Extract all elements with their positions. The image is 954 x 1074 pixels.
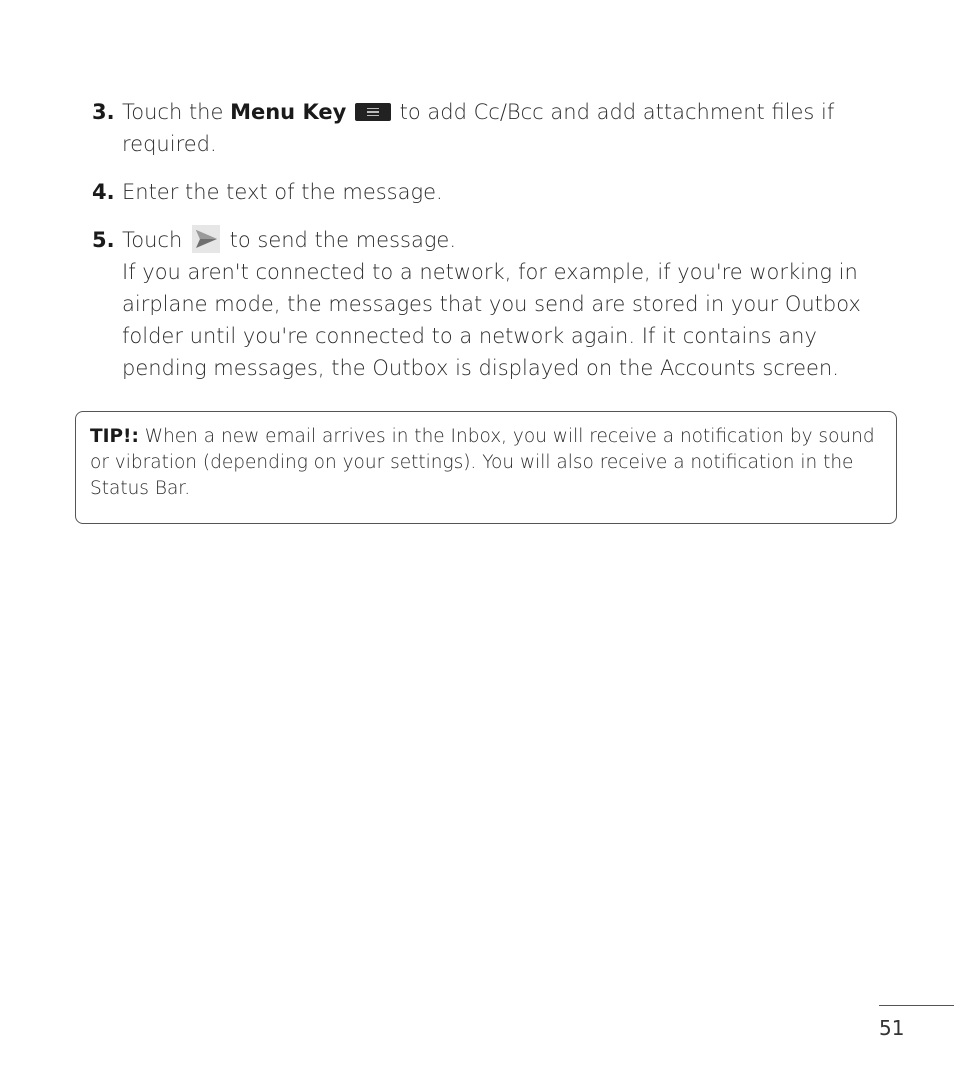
menu-key-term: Menu Key	[230, 100, 347, 124]
step-number: 5.	[92, 228, 115, 252]
send-icon	[192, 225, 220, 253]
step-text: Touch the	[122, 100, 231, 124]
step-detail: If you aren't connected to a network, for example, if you're working in airplane mode, the messages that you send are stored in your Outbox folder until you're connected to a network again. If it contains any pending messages, the Outbox is displayed on the Accounts screen.	[122, 260, 861, 380]
footer-divider	[879, 1005, 954, 1006]
step-text: Touch	[122, 228, 189, 252]
step-text: to send the message.	[222, 228, 457, 252]
step-text: Enter the text of the message.	[122, 180, 443, 204]
menu-key-icon	[355, 103, 391, 121]
step-3	[92, 96, 902, 160]
tip-box	[75, 411, 897, 524]
page-number: 51	[879, 1016, 905, 1040]
tip-label: TIP!:	[90, 426, 139, 447]
step-number: 4.	[92, 180, 115, 204]
step-4	[92, 176, 902, 208]
step-number: 3.	[92, 100, 115, 124]
step-text: to add Cc/Bcc and add attachment files if required.	[122, 100, 835, 156]
instruction-steps	[92, 96, 902, 400]
tip-text: When a new email arrives in the Inbox, you will receive a notification by sound or vibration (depending on your settings). You will also receive a notification in the Status Bar.	[90, 426, 875, 499]
step-5	[92, 224, 902, 384]
